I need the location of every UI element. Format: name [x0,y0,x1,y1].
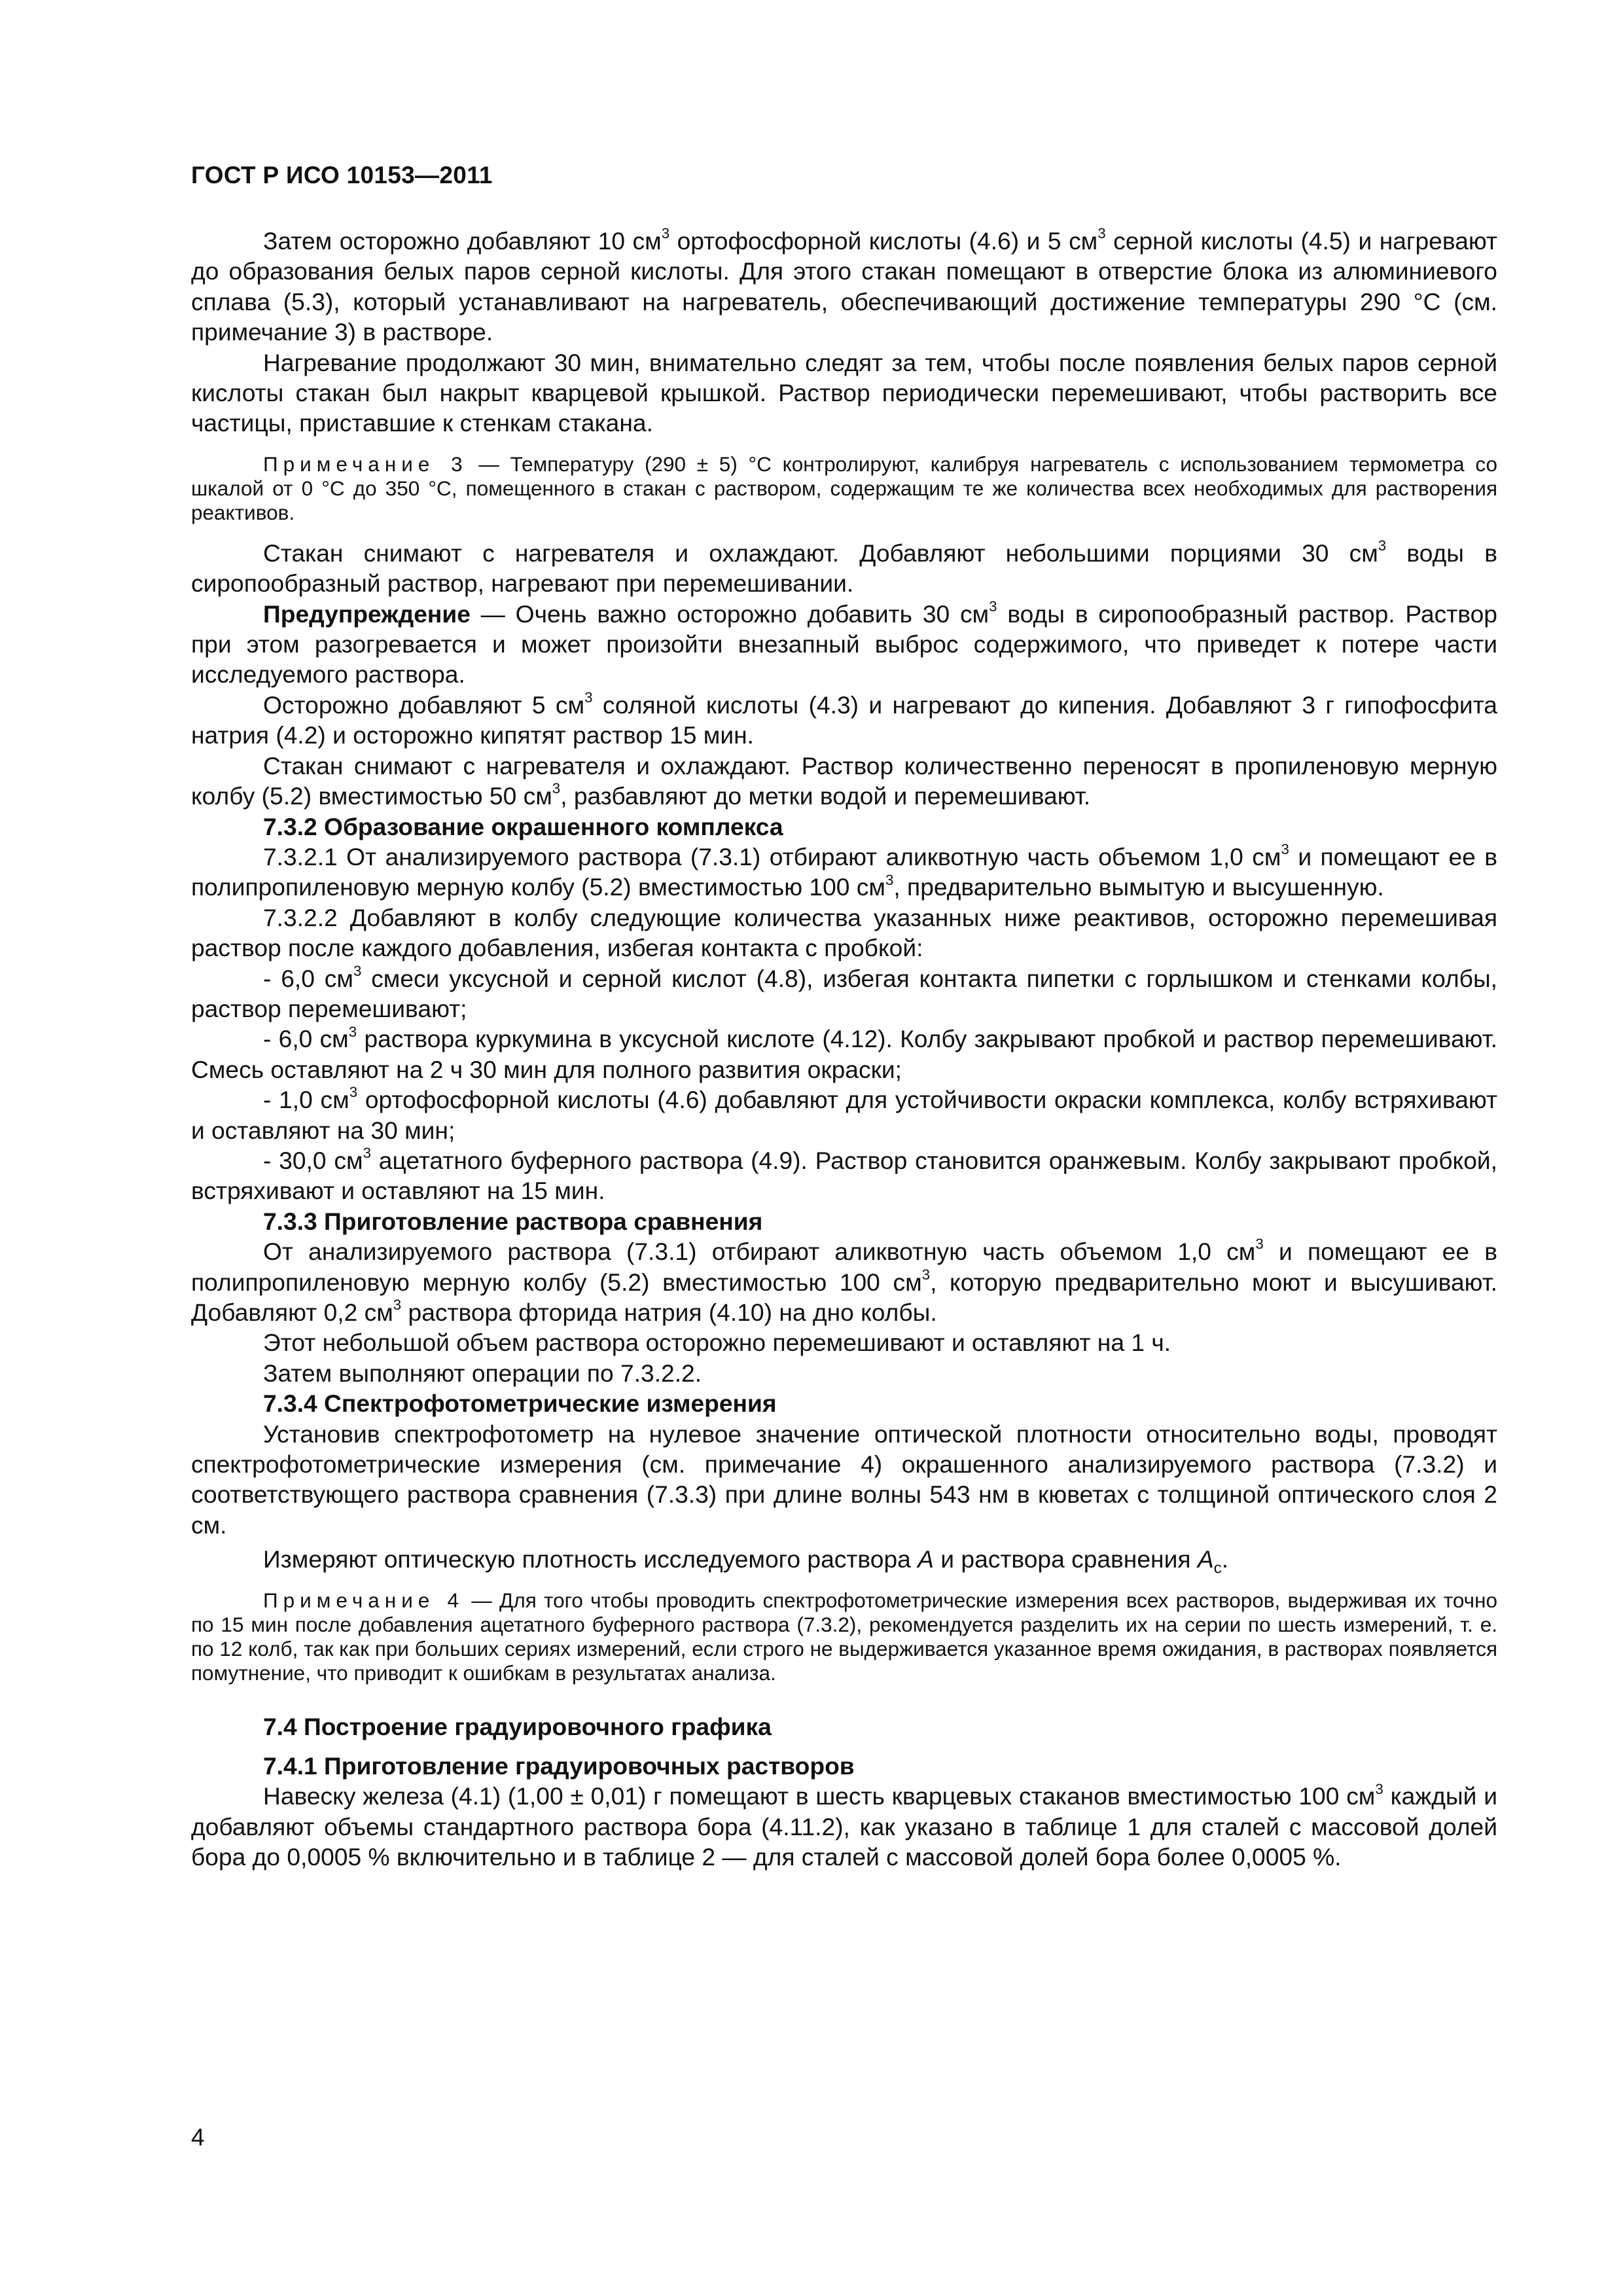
paragraph: Затем выполняют операции по 7.3.2.2. [263,1359,702,1387]
paragraph: Нагревание продолжают 30 мин, внимательно следят за тем, чтобы после появления белых паров серной кислоты стакан был накрыт кварцевой крышкой. Раствор периодически перемешивают, чтобы растворить все частицы, приставшие к стенкам стакана. [191,348,1497,437]
page-number: 4 [191,2124,205,2151]
paragraph: 7.3.2.2 Добавляют в колбу следующие количества указанных ниже реактивов, осторожно перемешивая раствор после каждого добавления, избегая контакта с пробкой: [191,903,1497,962]
list-item: - 6,0 $см^3$ раствора куркумина в уксусной кислоте (4.12). Колбу закрывают пробкой и раствор перемешивают. Смесь оставляют на 2 ч 30 мин для полного развития окраски; [191,1023,1497,1083]
paragraph: Стакан снимают с нагревателя и охлаждают. Раствор количественно переносят в пропиленовую мерную колбу (5.2) вместимостью 50 $см^3$, разбавляют до метки водой и перемешивают. [191,751,1497,810]
section-heading-7-3-3: 7.3.3 Приготовление раствора сравнения [263,1207,763,1235]
list-item: - 6,0 $см^3$ смеси уксусной и серной кислот (4.8), избегая контакта пипетки с горлышком и стенками колбы, раствор перемешивают; [191,962,1498,1022]
note-4: Примечание 4 — Для того чтобы проводить спектрофотометрические измерения всех растворов, выдерживая их точно по 15 мин после добавления ацетатного буферного раствора (7.3.2), рекомендуется разделить их на серии по шесть измерений, т. е. по 12 колб, так как при больших сериях измерений, если строго не выдерживается указанное время ожидания, в растворах появляется помутнение, что приводит к ошибкам в результатах анализа. [191,1588,1497,1685]
note-3: Примечание 3 — Температуру (290 ± 5) °С контролируют, калибруя нагреватель с использованием термометра со шкалой от 0 °С до 350 °С, помещенного в стакан с раствором, содержащим те же количества всех необходимых для растворения реактивов. [191,452,1497,524]
paragraph: Затем осторожно добавляют 10 $см^3$ ортофосфорной кислоты (4.6) и 5 $см^3$ серной кислоты (4.5) и нагревают до образования белых паров серной кислоты. Для этого стакан помещают в отверстие блока из алюминиевого сплава (5.3), который устанавливают на нагреватель, обеспечивающий достижение температуры 290 °С (см. примечание 3) в растворе. [191,225,1497,346]
warning-paragraph: Предупреждение — Очень важно осторожно добавить 30 $см^3$ воды в сиропообразный раствор. Раствор при этом разогревается и может произойти внезапный выброс содержимого, что приведет к потере части исследуемого раствора. [191,598,1497,689]
section-heading-7-3-4: 7.3.4 Спектрофотометрические измерения [263,1390,777,1418]
document-page [191,0,1497,2296]
paragraph: Установив спектрофотометр на нулевое значение оптической плотности относительно воды, проводят спектрофотометрические измерения (см. примечание 4) окрашенного анализируемого раствора (7.3.2) и соответствующего раствора сравнения (7.3.3) при длине волны 543 нм в кюветах с толщиной оптического слоя 2 см. [191,1420,1497,1539]
warning-label: Предупреждение [263,600,471,628]
paragraph: От анализируемого раствора (7.3.1) отбирают аликвотную часть объемом 1,0 $см^3$ и помещают ее в полипропиленовую мерную колбу (5.2) вместимостью 100 $см^3$, которую предварительно моют и высушивают. Добавляют 0,2 $см^3$ раствора фторида натрия (4.10) на дно колбы. [191,1236,1498,1326]
note-label: Примечание 3 [263,452,468,476]
list-item: - 30,0 $см^3$ ацетатного буферного раствора (4.9). Раствор становится оранжевым. Колбу закрывают пробкой, встряхивают и оставляют на 15 мин. [191,1145,1497,1205]
paragraph: Навеску железа (4.1) (1,00 ± 0,01) г помещают в шесть кварцевых стаканов вместимостью 100 $см^3$ каждый и добавляют объемы стандартного раствора бора (4.11.2), как указано в таблице 1 для сталей с массовой долей бора до 0,0005 % включительно и в таблице 2 — для сталей с массовой долей бора более 0,0005 %. [191,1780,1497,1871]
note-label: Примечание 4 [263,1588,465,1612]
paragraph: Стакан снимают с нагревателя и охлаждают. Добавляют небольшими порциями 30 $см^3$ воды в сиропообразный раствор, нагревают при перемешивании. [191,537,1497,598]
standard-header: ГОСТ Р ИСО 10153—2011 [191,162,493,188]
list-item: - 1,0 $см^3$ ортофосфорной кислоты (4.6) добавляют для устойчивости окраски комплекса, колбу встряхивают и оставляют на 30 мин; [191,1084,1498,1144]
section-heading-7-4-1: 7.4.1 Приготовление градуировочных растворов [263,1752,855,1780]
paragraph: Этот небольшой объем раствора осторожно перемешивают и оставляют на 1 ч. [263,1329,1171,1357]
paragraph: 7.3.2.1 От анализируемого раствора (7.3.1) отбирают аликвотную часть объемом 1,0 $см^3$ и помещают ее в полипропиленовую мерную колбу (5.2) вместимостью 100 $см^3$, предварительно вымытую и высушенную. [191,841,1498,901]
paragraph: Измеряют оптическую плотность исследуемого раствора A и раствора сравнения $A_c$. [263,1545,1229,1577]
document-body [191,226,1497,1873]
paragraph: Осторожно добавляют 5 $см^3$ соляной кислоты (4.3) и нагревают до кипения. Добавляют 3 г гипофосфита натрия (4.2) и осторожно кипятят раствор 15 мин. [191,689,1497,749]
section-heading-7-3-2: 7.3.2 Образование окрашенного комплекса [263,812,783,840]
section-heading-7-4: 7.4 Построение градуировочного графика [263,1712,772,1740]
